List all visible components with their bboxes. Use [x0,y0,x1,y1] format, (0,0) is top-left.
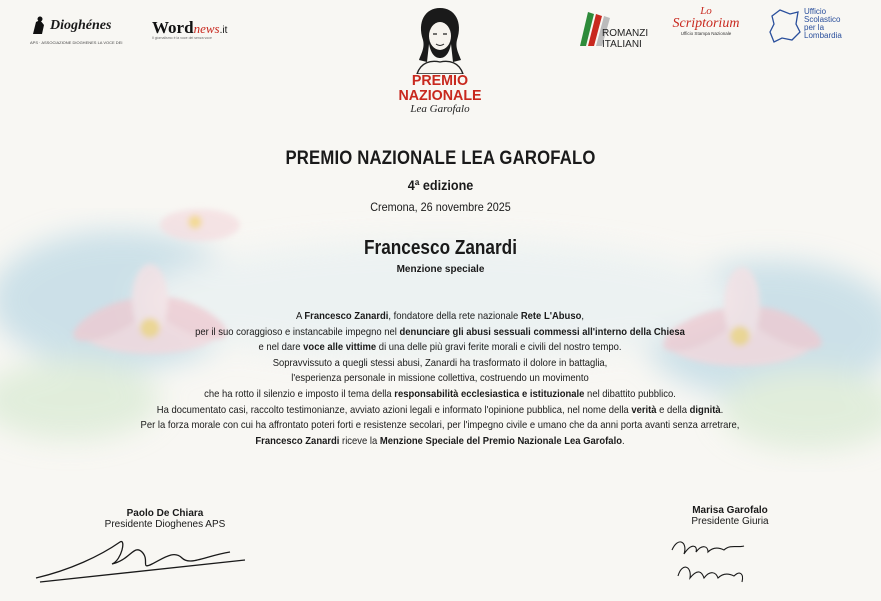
citation-text [140,309,740,449]
scriptorium-subtitle: Ufficio Stampa Nazionale [680,31,732,36]
citation-line-6: che ha rotto il silenzio e imposto il tema della responsabilità ecclesiastica e istituzionale nel dibattito pubblico. [204,387,676,400]
scriptorium-line2: Scriptorium [672,16,740,31]
ufficio-line1: Ufficio [804,7,827,16]
citation-line-3: e nel dare voce alle vittime di una delle più gravi ferite morali e civili del nostro tempo. [258,341,622,354]
edition: 4ª edizione [407,177,474,193]
wordnews-logo [152,18,252,40]
romanzi-line2: ITALIANI [602,39,642,50]
place-date: Cremona, 26 novembre 2025 [370,200,511,214]
wordnews-word: Word [152,18,194,37]
premio-logo [380,0,500,130]
signature-right-role: Presidente Giuria [691,516,769,527]
award-type: Menzione speciale [396,264,485,275]
citation-line-8: Per la forza morale con cui ha affrontato poteri forti e resistenze secolari, per l'impegno civile e umano che da anni porta avanti senza arretrare, [140,419,740,432]
ufficio-line3: per la [804,23,825,32]
ufficio-scolastico-logo [766,2,876,50]
citation-line-2: per il suo coraggioso e instancabile impegno nel denunciare gli abusi sessuali commessi all'interno della Chiesa [195,325,685,338]
certificate-title: PREMIO NAZIONALE LEA GAROFALO [285,148,596,169]
lombardia-map-icon [766,6,802,46]
premio-logo-line3: Lea Garofalo [410,103,470,115]
lea-garofalo-portrait-icon [407,4,473,74]
citation-line-1: A Francesco Zanardi, fondatore della rete nazionale Rete L'Abuso, [295,310,584,322]
wordnews-news: news [193,21,220,36]
wordnews-tld: .it [219,25,228,36]
ufficio-line2: Scolastico [804,15,841,24]
signature-right-name: Marisa Garofalo [692,505,768,516]
romanzi-line1: ROMANZI [602,28,649,39]
citation-line-7: Ha documentato casi, raccolto testimonianze, avviato azioni legali e informato l'opinione pubblica, nel nome della verità e della dignità. [156,403,724,416]
signature-left-scribble-icon [30,530,260,590]
romanzi-italiani-logo [578,8,658,52]
signature-right-scribble-icon [668,532,768,592]
scriptorium-line1: Lo [700,5,712,17]
citation-line-9: Francesco Zanardi riceve la Menzione Speciale del Premio Nazionale Lea Garofalo. [255,434,625,447]
signature-right [665,505,795,527]
citation-line-4: Sopravvissuto a quegli stessi abusi, Zanardi ha trasformato il dolore in battaglia, [272,356,608,369]
citation-line-5: l'esperienza personale in missione collettiva, costruendo un movimento [291,372,589,385]
recipient-name: Francesco Zanardi [364,237,517,259]
dioghenes-subtitle: APS · ASSOCIAZIONE DIOGHENES LA VOCE DEI [30,40,123,45]
premio-logo-line1: PREMIO [411,72,469,89]
premio-logo-line2: NAZIONALE [398,87,482,104]
signature-left-role: Presidente Dioghenes APS [104,519,226,530]
dioghenes-figure-icon [30,16,48,36]
dioghenes-name: Dioghénes [50,18,112,33]
scriptorium-logo [664,6,748,46]
signature-left [90,508,240,530]
signature-left-name: Paolo De Chiara [126,508,204,519]
ufficio-line4: Lombardia [804,31,842,40]
wordnews-subtitle: Il giornalismo è la voce dei senza voce [152,36,212,40]
